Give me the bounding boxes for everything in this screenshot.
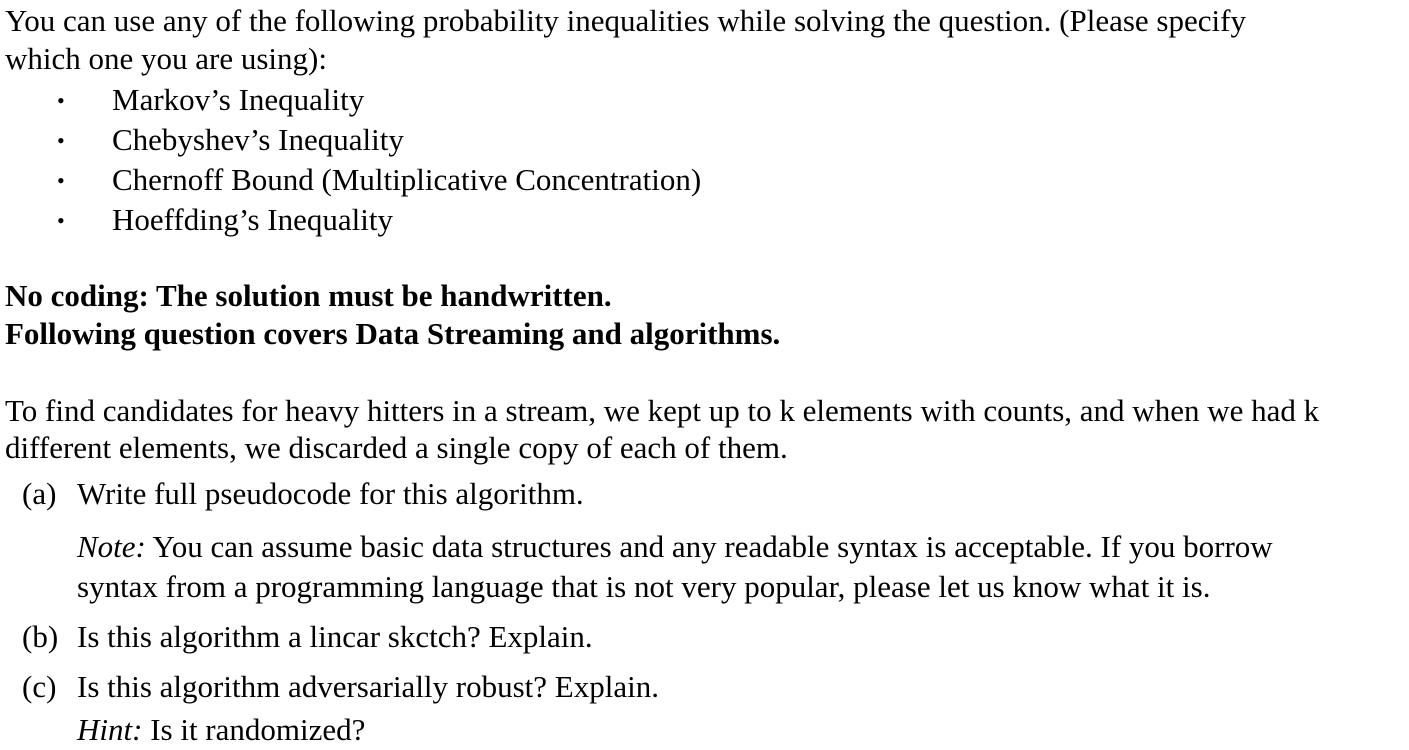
- part-c-label: (c): [22, 669, 57, 704]
- inequality-chernoff: Chernoff Bound (Multiplicative Concentration): [112, 162, 702, 197]
- note-label: Note:: [77, 529, 146, 564]
- inequality-chebyshev: Chebyshev’s Inequality: [112, 122, 404, 157]
- inequality-hoeffding: Hoeffding’s Inequality: [112, 202, 393, 237]
- part-b-text: Is this algorithm a lincar skctch? Explain.: [77, 619, 593, 654]
- topic-notice: Following question covers Data Streaming and algorithms.: [5, 316, 781, 351]
- part-c-text: Is this algorithm adversarially robust? Explain.: [77, 669, 659, 704]
- note-text: You can assume basic data structures and any readable syntax is acceptable. If you borrow: [145, 529, 1273, 564]
- intro-line-1: You can use any of the following probability inequalities while solving the question. (Please specify: [5, 3, 1246, 38]
- part-a-note-line-1: [77, 531, 1273, 562]
- bullet-icon: •: [57, 168, 65, 193]
- no-coding-notice: No coding: The solution must be handwritten.: [5, 278, 612, 313]
- bullet-icon: •: [57, 208, 65, 233]
- inequality-markov: Markov’s Inequality: [112, 82, 365, 117]
- problem-line-2: different elements, we discarded a single copy of each of them.: [5, 430, 788, 465]
- bullet-icon: •: [57, 88, 65, 113]
- part-c-hint: [77, 714, 365, 745]
- part-a-label: (a): [22, 476, 57, 511]
- bullet-icon: •: [57, 128, 65, 153]
- hint-text: Is it randomized?: [142, 712, 366, 747]
- part-b-label: (b): [22, 619, 59, 654]
- part-a-note-line-2: syntax from a programming language that is not very popular, please let us know what it is.: [77, 569, 1211, 604]
- part-a-text: Write full pseudocode for this algorithm.: [77, 476, 584, 511]
- intro-line-2: which one you are using):: [5, 41, 327, 76]
- problem-line-1: To find candidates for heavy hitters in a stream, we kept up to k elements with counts, and when we had k: [5, 393, 1320, 428]
- hint-label: Hint:: [77, 712, 143, 747]
